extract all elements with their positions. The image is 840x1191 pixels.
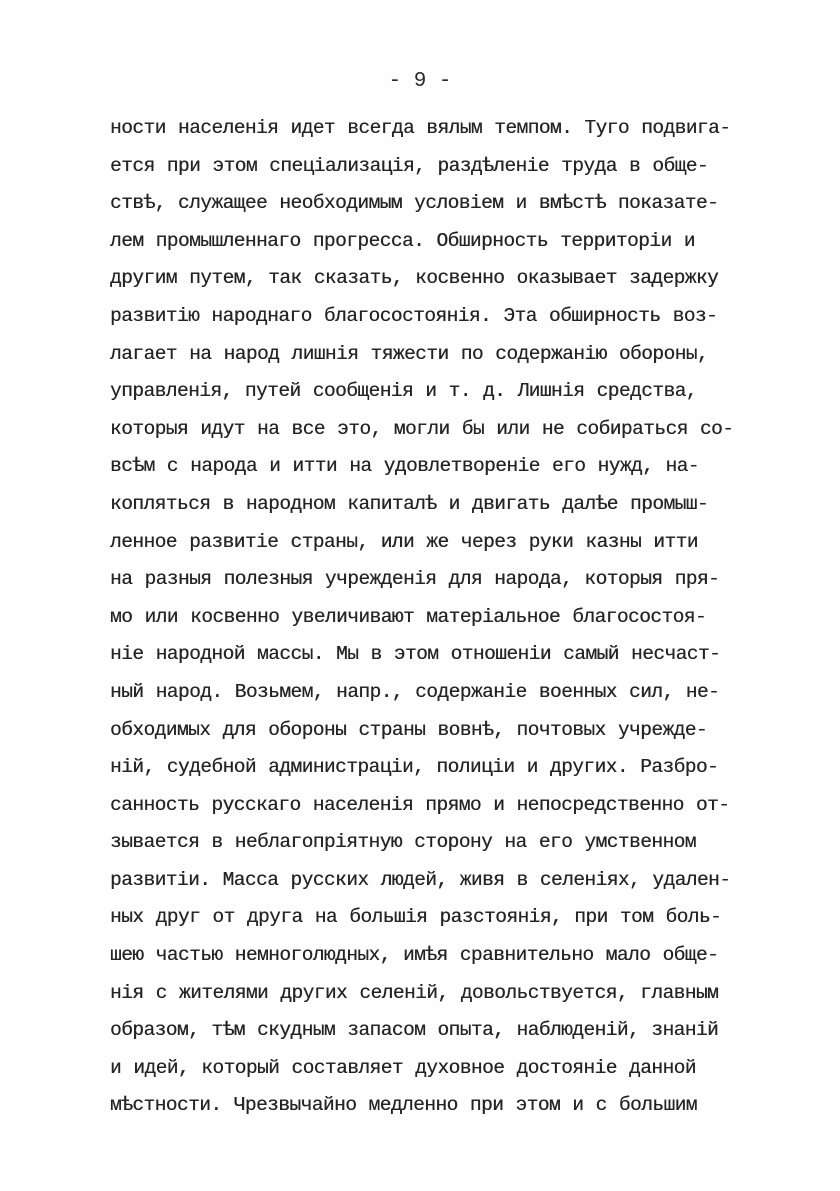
text-line: зывается в неблагопріятную сторону на его умственном: [110, 831, 696, 854]
text-line: лем промышленнаго прогресса. Обширность территоріи и: [110, 229, 695, 252]
text-line: управленія, путей сообщенія и т. д. Лишнія средства,: [110, 380, 697, 403]
text-line: развитію народнаго благосостоянія. Эта обширность воз-: [110, 304, 718, 327]
text-line: санность русскаго населенія прямо и непосредственно от-: [110, 793, 730, 816]
text-line: ности населенія идет всегда вялым темпом. Туго подвига-: [110, 117, 731, 139]
text-body: [110, 110, 770, 1125]
text-line: обходимых для обороны страны вовнѣ, почтовых учрежде-: [110, 718, 708, 741]
text-line: нія с жителями других селеній, довольствуется, главным: [110, 981, 719, 1004]
text-line: которыя идут на все это, могли бы или не собираться со-: [110, 417, 734, 440]
text-line: на разныя полезныя учрежденія для народа, которыя пря-: [110, 568, 720, 591]
text-line: другим путем, так сказать, косвенно оказывает задержку: [110, 267, 719, 290]
page-number: - 9 -: [388, 70, 452, 93]
text-line: ніе народной массы. Мы в этом отношеніи самый несчаст-: [110, 643, 721, 666]
text-line: ленное развитіе страны, или же через руки казны итти: [110, 530, 698, 553]
text-line: шею частью немноголюдных, имѣя сравнительно мало обще-: [110, 944, 719, 967]
text-line: ный народ. Возьмем, напр., содержаніе военных сил, не-: [110, 680, 720, 703]
text-line: мо или косвенно увеличивают матеріальное благосостоя-: [110, 605, 707, 628]
text-line: и идей, который составляет духовное достояніе данной: [110, 1056, 696, 1079]
text-line: ных друг от друга на большія разстоянія, при том боль-: [110, 906, 722, 929]
text-line: мѣстности. Чрезвычайно медленно при этом и с большим: [110, 1094, 697, 1117]
text-line: ствѣ, служащее необходимым условіем и вмѣстѣ показате-: [110, 192, 719, 215]
text-line: развитіи. Масса русских людей, живя в селеніях, удален-: [110, 868, 731, 891]
text-line: ется при этом спеціализація, раздѣленіе труда в обще-: [110, 154, 709, 177]
text-line: лагает на народ лишнія тяжести по содержанію обороны,: [110, 342, 709, 365]
text-line: копляться в народном капиталѣ и двигать далѣе промыш-: [110, 492, 709, 515]
text-line: всѣм с народа и итти на удовлетвореніе его нужд, на-: [110, 455, 699, 478]
text-line: ній, судебной администраціи, полиціи и других. Разбро-: [110, 756, 719, 779]
text-line: образом, тѣм скудным запасом опыта, наблюденій, знаній: [110, 1019, 719, 1042]
